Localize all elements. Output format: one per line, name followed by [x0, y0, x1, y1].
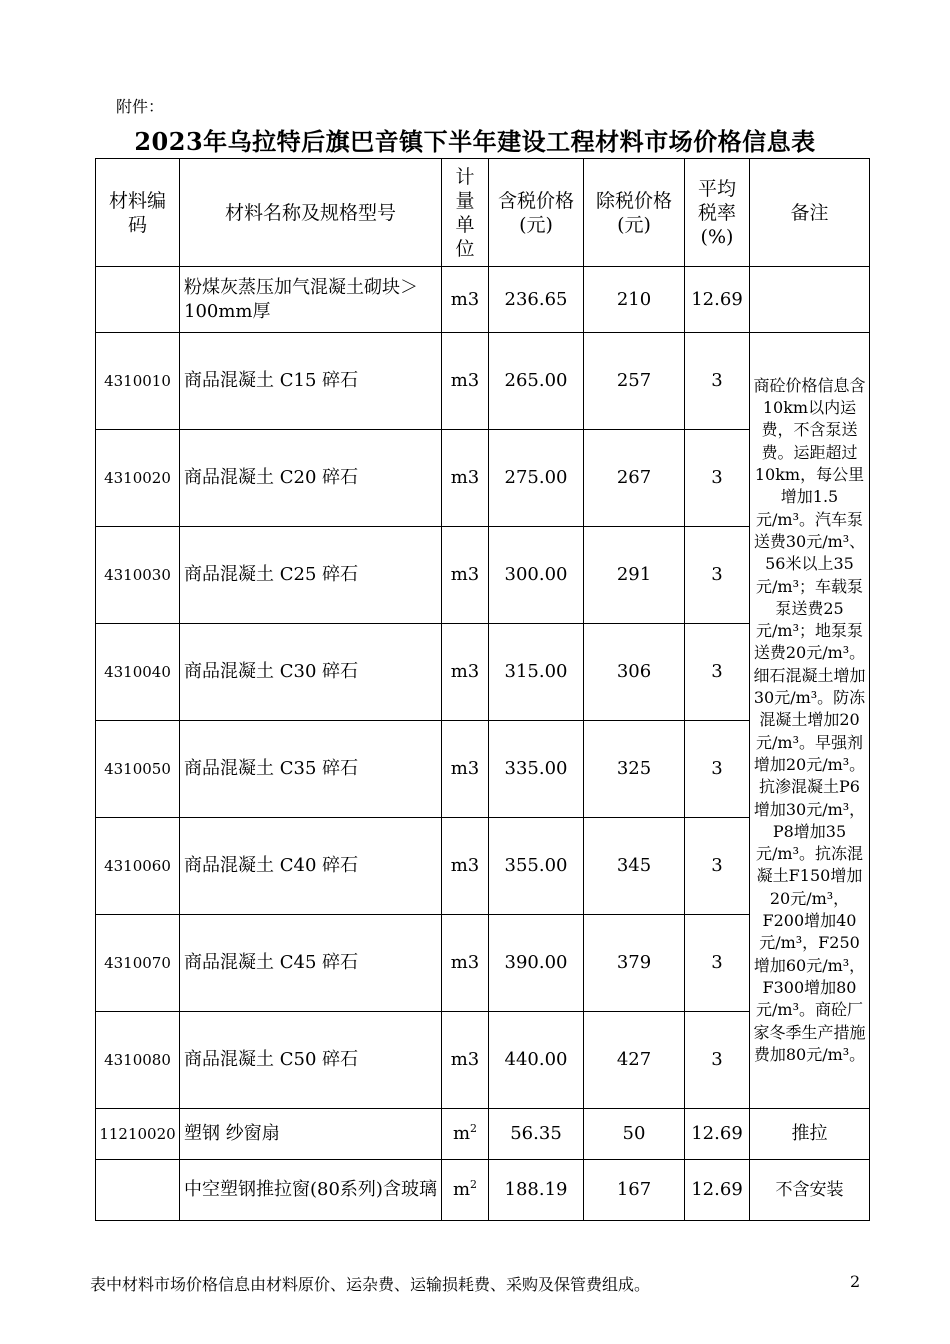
cell-price-with-tax: 315.00 [489, 624, 584, 721]
cell-unit: m3 [442, 333, 489, 430]
header-row [96, 159, 870, 267]
cell-code [96, 1160, 180, 1221]
cell-price-without-tax: 306 [584, 624, 685, 721]
cell-price-without-tax: 210 [584, 267, 685, 333]
cell-unit [442, 1109, 489, 1160]
unit-superscript: 2 [470, 1122, 478, 1135]
cell-tax-rate: 3 [685, 915, 750, 1012]
header-tax-rate: 平均税率(%) [685, 159, 750, 267]
cell-price-without-tax: 427 [584, 1012, 685, 1109]
cell-price-with-tax: 390.00 [489, 915, 584, 1012]
cell-code: 11210020 [96, 1109, 180, 1160]
cell-price-with-tax: 188.19 [489, 1160, 584, 1221]
cell-price-with-tax: 355.00 [489, 818, 584, 915]
table-row [96, 1160, 870, 1221]
cell-name: 商品混凝土 C45 碎石 [180, 915, 442, 1012]
cell-name: 粉煤灰蒸压加气混凝土砌块＞100mm厚 [180, 267, 442, 333]
footer-note: 表中材料市场价格信息由材料原价、运杂费、运输损耗费、采购及保管费组成。 [90, 1275, 651, 1294]
cell-name: 塑钢 纱窗扇 [180, 1109, 442, 1160]
cell-unit: m3 [442, 267, 489, 333]
page-number: 2 [850, 1272, 861, 1291]
cell-price-without-tax: 291 [584, 527, 685, 624]
cell-unit: m3 [442, 818, 489, 915]
cell-unit [442, 1160, 489, 1221]
header-name: 材料名称及规格型号 [180, 159, 442, 267]
cell-price-with-tax: 265.00 [489, 333, 584, 430]
cell-remark [750, 267, 870, 333]
table-row [96, 267, 870, 333]
cell-name: 商品混凝土 C30 碎石 [180, 624, 442, 721]
header-unit: 计量单位 [442, 159, 489, 267]
cell-unit: m3 [442, 624, 489, 721]
cell-tax-rate: 12.69 [685, 267, 750, 333]
cell-name: 商品混凝土 C40 碎石 [180, 818, 442, 915]
cell-code: 4310030 [96, 527, 180, 624]
cell-name: 商品混凝土 C35 碎石 [180, 721, 442, 818]
cell-code: 4310020 [96, 430, 180, 527]
cell-price-without-tax: 325 [584, 721, 685, 818]
cell-code: 4310050 [96, 721, 180, 818]
cell-price-with-tax: 440.00 [489, 1012, 584, 1109]
cell-name: 商品混凝土 C15 碎石 [180, 333, 442, 430]
cell-remark: 不含安装 [750, 1160, 870, 1221]
cell-price-with-tax: 275.00 [489, 430, 584, 527]
cell-price-without-tax: 379 [584, 915, 685, 1012]
cell-name: 商品混凝土 C25 碎石 [180, 527, 442, 624]
cell-code [96, 267, 180, 333]
cell-tax-rate: 3 [685, 430, 750, 527]
cell-tax-rate: 3 [685, 333, 750, 430]
cell-tax-rate: 12.69 [685, 1109, 750, 1160]
cell-tax-rate: 12.69 [685, 1160, 750, 1221]
cell-price-without-tax: 167 [584, 1160, 685, 1221]
cell-unit: m3 [442, 1012, 489, 1109]
cell-tax-rate: 3 [685, 527, 750, 624]
header-code: 材料编码 [96, 159, 180, 267]
cell-name: 商品混凝土 C50 碎石 [180, 1012, 442, 1109]
cell-price-without-tax: 345 [584, 818, 685, 915]
cell-price-with-tax: 335.00 [489, 721, 584, 818]
table-row [96, 333, 870, 430]
unit-text: m [452, 1179, 471, 1200]
cell-price-with-tax: 300.00 [489, 527, 584, 624]
cell-remark: 推拉 [750, 1109, 870, 1160]
cell-code: 4310080 [96, 1012, 180, 1109]
price-table [95, 158, 870, 1221]
cell-tax-rate: 3 [685, 1012, 750, 1109]
cell-code: 4310010 [96, 333, 180, 430]
page-title: 2023年乌拉特后旗巴音镇下半年建设工程材料市场价格信息表 [134, 127, 816, 156]
cell-code: 4310060 [96, 818, 180, 915]
unit-superscript: 2 [470, 1178, 478, 1191]
header-price-with-tax: 含税价格(元) [489, 159, 584, 267]
attachment-label: 附件： [116, 97, 165, 116]
header-remark: 备注 [750, 159, 870, 267]
header-price-without-tax: 除税价格(元) [584, 159, 685, 267]
cell-tax-rate: 3 [685, 624, 750, 721]
cell-code: 4310070 [96, 915, 180, 1012]
cell-tax-rate: 3 [685, 818, 750, 915]
cell-unit: m3 [442, 430, 489, 527]
cell-price-without-tax: 267 [584, 430, 685, 527]
cell-name: 中空塑钢推拉窗(80系列)含玻璃 [180, 1160, 442, 1221]
table-row [96, 1109, 870, 1160]
cell-unit: m3 [442, 721, 489, 818]
concrete-remark: 商砼价格信息含10km以内运费，不含泵送费。运距超过10km，每公里增加1.5元/m³。汽车泵送费30元/m³、56米以上35元/m³；车载泵泵送费25元/m³；地泵泵送费20元/m³。细石混凝土增加30元/m³。防冻混凝土增加20元/m³。早强剂增加20元/m³。抗渗混凝土P6增加30元/m³，P8增加35元/m³。抗冻混凝土F150增加20元/m³，F200增加40元/m³，F250增加60元/m³，F300增加80元/m³。商砼厂家冬季生产措施费加80元/m³。 [750, 333, 870, 1109]
cell-price-without-tax: 257 [584, 333, 685, 430]
cell-name: 商品混凝土 C20 碎石 [180, 430, 442, 527]
cell-price-with-tax: 236.65 [489, 267, 584, 333]
unit-text: m [452, 1123, 471, 1144]
cell-price-without-tax: 50 [584, 1109, 685, 1160]
cell-price-with-tax: 56.35 [489, 1109, 584, 1160]
cell-code: 4310040 [96, 624, 180, 721]
cell-unit: m3 [442, 527, 489, 624]
cell-unit: m3 [442, 915, 489, 1012]
cell-tax-rate: 3 [685, 721, 750, 818]
